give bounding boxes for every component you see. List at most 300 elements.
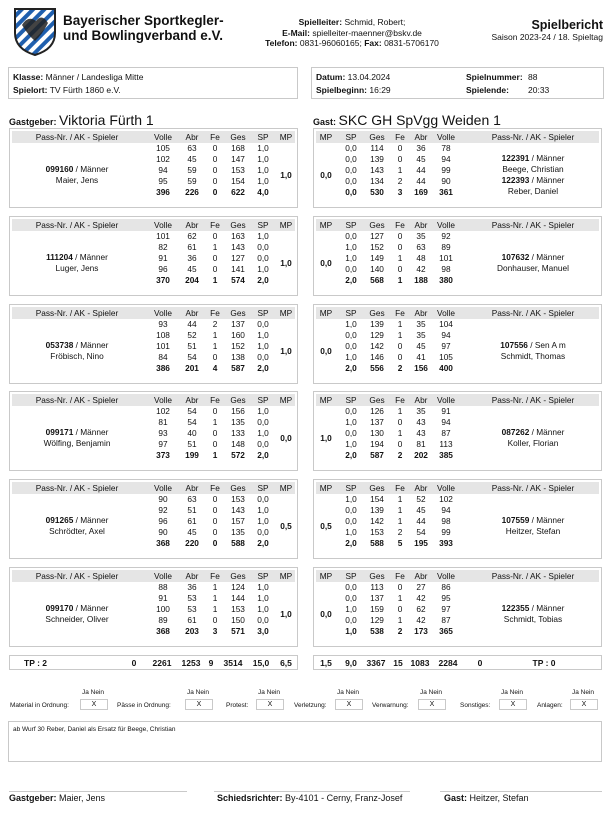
total-value: 220 [185,538,199,548]
check-box-verletzung[interactable]: X [335,699,363,710]
player-info [466,427,600,449]
throw-value: 153 [231,165,245,175]
total-value: 2,0 [257,538,269,548]
throw-value: 54 [187,406,197,416]
throw-value: 141 [231,264,245,274]
check-label: Anlagen: [537,702,563,709]
bskv-logo [12,5,58,57]
column-header: Pass-Nr. / AK - Spieler [491,308,575,318]
throw-value: 129 [370,615,384,625]
match-info-right: Datum: 13.04.2024 Spielbeginn: 16:29 Spielnummer: 88 Spielende: 20:33 [311,67,604,99]
check-box-verwarnung[interactable]: X [418,699,446,710]
age-class: / Männer [529,252,565,262]
throw-value: 0,0 [257,494,269,504]
throw-value: 1,0 [257,428,269,438]
report-title: Spielbericht Saison 2023-24 / 18. Spieltag [491,18,603,42]
total-value: 368 [156,626,170,636]
age-class: / Männer [72,252,108,262]
column-header: Volle [437,395,455,405]
throw-value: 135 [231,527,245,537]
throw-value: 0 [397,417,403,427]
guest-player-block [313,128,602,208]
column-header: SP [345,483,357,493]
throw-value: 104 [439,319,453,329]
total-value: 2,0 [345,275,357,285]
throw-value: 1,0 [257,176,269,186]
match-points: 0,0 [320,609,332,619]
pass-number: 091265 [45,515,74,525]
throw-value: 1,0 [345,352,357,362]
total-value: 538 [370,626,384,636]
pass-number: 099171 [45,427,74,437]
throw-value: 52 [416,494,426,504]
throw-value: 98 [441,264,451,274]
throw-value: 160 [231,330,245,340]
throw-value: 1,0 [257,264,269,274]
total-value: 201 [185,363,199,373]
total-value: 2 [397,450,403,460]
total-value: 199 [185,450,199,460]
throw-value: 0 [397,341,403,351]
match-points: 1,0 [280,170,292,180]
throw-value: 0 [212,253,218,263]
throw-value: 1 [212,341,218,351]
throw-value: 152 [370,242,384,252]
total-value: 195 [414,538,428,548]
remarks-box[interactable]: ab Wurf 30 Reber, Daniel als Ersatz für Beege, Christian [8,721,602,762]
throw-value: 142 [370,341,384,351]
total-value: 587 [370,450,384,460]
throw-value: 45 [416,154,426,164]
column-header: Abr [414,395,428,405]
throw-value: 94 [441,154,451,164]
throw-value: 0,0 [257,242,269,252]
throw-value: 45 [187,154,197,164]
total-value: 574 [231,275,245,285]
column-header: Fe [210,571,220,581]
column-header: Abr [185,308,199,318]
throw-value: 63 [416,242,426,252]
column-header: Abr [414,308,428,318]
ja-nein-header: Ja Nein [258,689,281,696]
throw-value: 89 [158,615,168,625]
throw-value: 147 [231,154,245,164]
throw-value: 93 [158,428,168,438]
throw-value: 126 [370,406,384,416]
age-class: / Männer [73,427,109,437]
total-value: 0 [212,538,218,548]
throw-value: 154 [231,176,245,186]
throw-value: 91 [441,406,451,416]
column-header: Pass-Nr. / AK - Spieler [491,483,575,493]
age-class: / Männer [73,340,109,350]
throw-value: 59 [187,176,197,186]
total-value: 368 [156,538,170,548]
throw-value: 0,0 [257,527,269,537]
pass-number: 099170 [45,603,74,613]
throw-value: 1 [397,253,403,263]
player-info [466,515,600,537]
column-header: Ges [369,395,385,405]
match-points: 1,0 [280,346,292,356]
check-label: Verwarnung: [372,702,409,709]
column-header: Pass-Nr. / AK - Spieler [35,132,119,142]
throw-value: 35 [416,319,426,329]
player-name: Reber, Daniel [507,186,559,196]
throw-value: 108 [156,330,170,340]
throw-value: 0 [212,505,218,515]
total-value: 556 [370,363,384,373]
column-header: Fe [395,308,405,318]
throw-value: 152 [231,341,245,351]
column-header: MP [279,132,293,142]
throw-value: 0 [397,604,403,614]
player-name: Schmidt, Tobias [503,614,563,624]
throw-value: 0,0 [345,154,357,164]
match-points: 0,5 [280,521,292,531]
age-class: / Männer [529,153,565,163]
check-label: Sonstiges: [460,702,491,709]
column-header: Abr [185,132,199,142]
throw-value: 84 [158,352,168,362]
column-header: Abr [414,483,428,493]
throw-value: 90 [158,527,168,537]
throw-value: 27 [416,582,426,592]
total-value: 169 [414,187,428,197]
throw-value: 96 [158,516,168,526]
throw-value: 1 [397,319,403,329]
throw-value: 1 [397,516,403,526]
total-value: 5 [397,538,403,548]
total-value: 226 [185,187,199,197]
check-box-sonstiges[interactable]: X [499,699,527,710]
column-header: Volle [437,483,455,493]
throw-value: 0 [212,352,218,362]
throw-value: 1,0 [257,582,269,592]
throw-value: 135 [231,417,245,427]
total-value: 202 [414,450,428,460]
throw-value: 134 [370,176,384,186]
guest-player-block [313,304,602,384]
player-name: Luger, Jens [55,263,99,273]
throw-value: 0 [397,154,403,164]
column-header: Abr [414,571,428,581]
column-header: MP [319,220,333,230]
throw-value: 0,0 [345,615,357,625]
home-player-block [9,391,298,471]
total-value: 3,0 [257,626,269,636]
throw-value: 59 [187,165,197,175]
throw-value: 92 [158,505,168,515]
column-header: Fe [210,132,220,142]
throw-value: 82 [158,242,168,252]
player-name: Fröbisch, Nino [50,351,104,361]
column-header: SP [345,132,357,142]
throw-value: 127 [231,253,245,263]
total-value: 588 [231,538,245,548]
throw-value: 150 [231,615,245,625]
throw-value: 97 [158,439,168,449]
throw-value: 0,0 [257,439,269,449]
column-header: Fe [210,395,220,405]
throw-value: 42 [416,264,426,274]
throw-value: 153 [231,604,245,614]
column-header: Fe [395,571,405,581]
total-value: 588 [370,538,384,548]
throw-value: 0 [397,264,403,274]
throw-value: 81 [158,417,168,427]
throw-value: 63 [187,143,197,153]
guest-team-title: Gast: SKC GH SpVgg Weiden 1 [313,112,501,128]
throw-value: 124 [231,582,245,592]
column-header: Ges [369,132,385,142]
match-points: 0,5 [320,521,332,531]
pass-number: 053738 [45,340,74,350]
throw-value: 2 [212,319,218,329]
column-header: Volle [154,571,172,581]
total-value: 203 [185,626,199,636]
throw-value: 0 [212,516,218,526]
column-header: MP [319,132,333,142]
throw-value: 54 [187,352,197,362]
player-name: Donhauser, Manuel [497,263,569,273]
throw-value: 61 [187,516,197,526]
throw-value: 127 [370,231,384,241]
column-header: Volle [154,220,172,230]
throw-value: 45 [416,505,426,515]
player-info [12,515,142,537]
total-value: 3 [397,187,403,197]
total-value: 1,0 [345,626,357,636]
total-value: 568 [370,275,384,285]
home-player-block [9,479,298,559]
check-box-anlagen[interactable]: X [570,699,598,710]
throw-value: 54 [416,527,426,537]
player-name: Schmidt, Thomas [500,351,566,361]
column-header: MP [279,483,293,493]
column-header: Volle [437,132,455,142]
throw-value: 133 [231,428,245,438]
throw-value: 0 [397,242,403,252]
total-value: 386 [156,363,170,373]
throw-value: 153 [370,527,384,537]
home-player-block [9,216,298,296]
column-header: MP [319,483,333,493]
throw-value: 62 [187,231,197,241]
match-points: 1,0 [280,609,292,619]
organization-name: Bayerischer Sportkegler- und Bowlingverband e.V. [63,13,224,43]
throw-value: 0,0 [345,516,357,526]
throw-value: 63 [187,494,197,504]
throw-value: 0 [212,494,218,504]
pass-number: 107559 [501,515,530,525]
throw-value: 101 [156,341,170,351]
throw-value: 91 [158,253,168,263]
throw-value: 101 [439,253,453,263]
throw-value: 90 [158,494,168,504]
pass-number: 122393 [501,175,530,185]
total-value: 1 [212,275,218,285]
player-info [466,252,600,274]
throw-value: 1,0 [257,505,269,515]
total-value: 572 [231,450,245,460]
column-header: Volle [154,395,172,405]
throw-value: 1,0 [345,253,357,263]
total-value: 393 [439,538,453,548]
throw-value: 1 [397,330,403,340]
throw-value: 0,0 [257,352,269,362]
ja-nein-header: Ja Nein [337,689,360,696]
throw-value: 159 [370,604,384,614]
throw-value: 1,0 [257,165,269,175]
throw-value: 51 [187,439,197,449]
player-name: Heitzer, Stefan [505,526,561,536]
throw-value: 1 [397,505,403,515]
throw-value: 154 [370,494,384,504]
throw-value: 2 [397,527,403,537]
match-points: 0,0 [320,346,332,356]
player-name: Schneider, Oliver [45,614,109,624]
column-header: MP [279,220,293,230]
throw-value: 143 [370,165,384,175]
throw-value: 1 [397,615,403,625]
throw-value: 95 [158,176,168,186]
throw-value: 0,0 [257,417,269,427]
total-value: 2,0 [345,450,357,460]
throw-value: 1,0 [345,319,357,329]
throw-value: 95 [441,593,451,603]
throw-value: 142 [370,516,384,526]
throw-value: 100 [156,604,170,614]
age-class: / Männer [73,164,109,174]
column-header: Volle [437,571,455,581]
guest-player-block [313,567,602,647]
throw-value: 87 [441,615,451,625]
throw-value: 2 [397,176,403,186]
column-header: Ges [369,308,385,318]
throw-value: 139 [370,154,384,164]
age-class: / Männer [529,603,565,613]
throw-value: 0,0 [345,176,357,186]
throw-value: 113 [439,439,453,449]
throw-value: 97 [441,604,451,614]
column-header: SP [257,132,269,142]
signature-line [9,791,187,792]
column-header: Fe [395,132,405,142]
player-info [12,252,142,274]
throw-value: 78 [441,143,451,153]
column-header: Ges [230,571,246,581]
column-header: Abr [185,483,199,493]
throw-value: 1,0 [257,406,269,416]
column-header: Pass-Nr. / AK - Spieler [491,571,575,581]
total-value: 530 [370,187,384,197]
total-value: 4,0 [257,187,269,197]
throw-value: 1 [212,604,218,614]
total-value: 587 [231,363,245,373]
throw-value: 1 [397,428,403,438]
throw-value: 0,0 [345,330,357,340]
throw-value: 0,0 [345,593,357,603]
throw-value: 99 [441,527,451,537]
column-header: Volle [437,220,455,230]
home-player-block [9,128,298,208]
total-value: 385 [439,450,453,460]
total-value: 173 [414,626,428,636]
total-value: 188 [414,275,428,285]
total-value: 396 [156,187,170,197]
total-value: 204 [185,275,199,285]
column-header: Ges [369,571,385,581]
total-value: 0 [212,187,218,197]
column-header: MP [279,308,293,318]
pass-number: 107632 [501,252,530,262]
total-value: 571 [231,626,245,636]
throw-value: 0 [212,406,218,416]
throw-value: 1,0 [257,604,269,614]
throw-value: 94 [441,330,451,340]
player-info [12,340,142,362]
signature-line [440,791,602,792]
signature-referee: Schiedsrichter: By-4101 - Cerny, Franz-Josef [217,793,403,803]
throw-value: 0,0 [345,505,357,515]
column-header: MP [319,571,333,581]
throw-value: 43 [416,428,426,438]
signature-home: Gastgeber: Maier, Jens [9,793,106,803]
throw-value: 149 [370,253,384,263]
column-header: Volle [154,132,172,142]
throw-value: 48 [416,253,426,263]
column-header: Abr [414,132,428,142]
player-info [466,340,600,362]
signature-line [214,791,410,792]
throw-value: 0 [397,352,403,362]
column-header: Pass-Nr. / AK - Spieler [491,132,575,142]
throw-value: 42 [416,615,426,625]
column-header: MP [279,395,293,405]
throw-value: 0 [212,428,218,438]
throw-value: 36 [416,143,426,153]
throw-value: 0 [397,439,403,449]
throw-value: 41 [416,352,426,362]
check-box-paesse[interactable]: X [185,699,213,710]
throw-value: 1,0 [257,154,269,164]
throw-value: 45 [187,264,197,274]
column-header: Abr [185,220,199,230]
total-value: 156 [414,363,428,373]
player-name: Beege, Christian [502,164,564,174]
check-box-protest[interactable]: X [256,699,284,710]
throw-value: 1 [397,406,403,416]
throw-value: 1 [212,582,218,592]
throw-value: 105 [439,352,453,362]
throw-value: 1 [212,593,218,603]
throw-value: 0,0 [345,264,357,274]
check-box-material[interactable]: X [80,699,108,710]
throw-value: 0 [212,165,218,175]
throw-value: 102 [439,494,453,504]
column-header: Ges [230,308,246,318]
check-label: Protest: [226,702,249,709]
throw-value: 92 [441,231,451,241]
column-header: MP [279,571,293,581]
column-header: SP [345,308,357,318]
throw-value: 62 [416,604,426,614]
throw-value: 137 [370,417,384,427]
total-value: 1 [212,450,218,460]
throw-value: 153 [231,494,245,504]
total-value: 373 [156,450,170,460]
